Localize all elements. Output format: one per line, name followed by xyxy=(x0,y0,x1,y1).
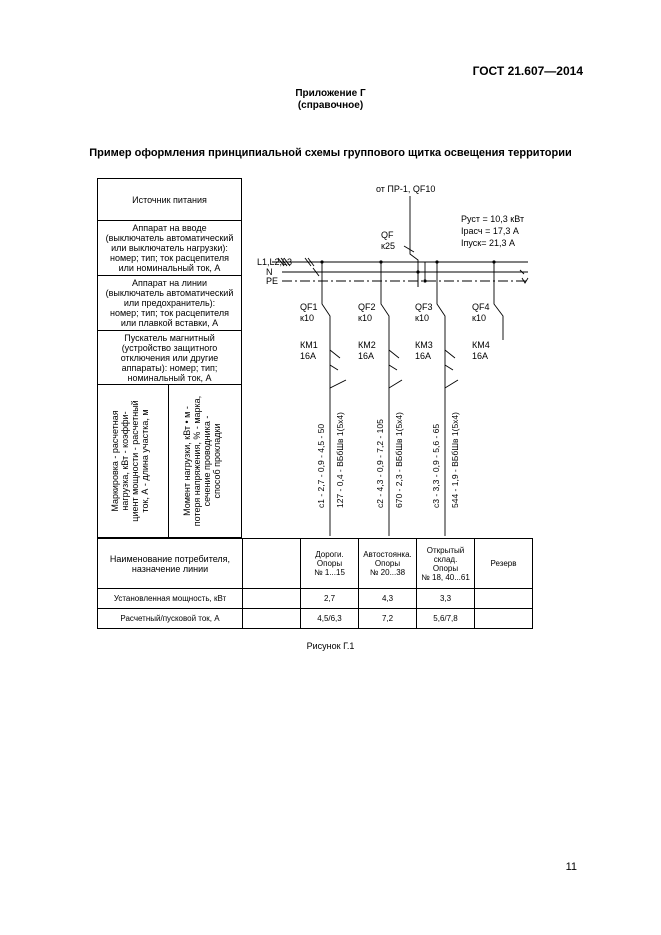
consumer-table xyxy=(97,538,533,629)
appendix-line-2: (справочное) xyxy=(297,100,364,111)
breaker-rating: к10 xyxy=(300,313,314,323)
legend-text-line: Аппарат на вводе xyxy=(132,223,207,233)
empty-cell xyxy=(243,609,301,629)
line-marking: с2 - 4,3 - 0,9 - 7,2 - 105 xyxy=(375,419,385,508)
breaker-rating: к10 xyxy=(358,313,372,323)
breaker-rating: к10 xyxy=(415,313,429,323)
legend-text-line: или предохранитель): xyxy=(123,298,216,308)
bus-node xyxy=(435,260,438,263)
legend-text-line: циент мощности - расчетный xyxy=(130,400,140,522)
bus-label-n: N xyxy=(266,267,273,277)
power-label-cell: Установленная мощность, кВт xyxy=(98,589,243,609)
bus-node xyxy=(320,260,323,263)
consumer-name-line: Опоры xyxy=(432,563,459,573)
legend-text-line: (выключатель автоматический xyxy=(105,233,234,243)
bus-label-pe: PE xyxy=(266,276,279,286)
starter-rating: 16А xyxy=(300,351,317,361)
source-label: от ПР-1, QF10 xyxy=(376,184,436,194)
current-label-cell: Расчетный/пусковой ток, А xyxy=(98,609,243,629)
starter-contact-2 xyxy=(389,350,399,370)
consumer-name-line: Резерв xyxy=(490,559,517,568)
consumer-name-cell xyxy=(417,539,475,589)
param-current: Ірасч = 17,3 А xyxy=(461,226,519,236)
starter-contact-1 xyxy=(330,350,340,370)
legend-text-line: номинальный ток, А xyxy=(127,372,212,383)
legend-text-line: отключения или другие xyxy=(120,352,219,363)
bus-node xyxy=(423,279,426,282)
empty-cell xyxy=(243,539,301,589)
consumer-name-line: Дороги. xyxy=(315,550,344,559)
line-moment: 544 - 1,9 - ВБбШв 1(5х4) xyxy=(450,412,460,508)
power-value-cell: 3,3 xyxy=(417,589,475,609)
figure-heading: Пример оформления принципиальной схемы группового щитка освещения территории xyxy=(89,147,572,159)
consumer-name-line: № 1...15 xyxy=(314,568,345,577)
bus-label-l123: L1,L2,L3 xyxy=(257,257,293,267)
consumer-name-line: Открытый xyxy=(426,545,465,555)
consumer-label-line: назначение линии xyxy=(131,563,209,574)
legend-text-line: (выключатель автоматический xyxy=(105,288,234,298)
power-value-cell: 4,3 xyxy=(359,589,417,609)
consumer-name-cell xyxy=(301,539,359,589)
breaker-name: QF4 xyxy=(472,302,490,312)
bus-node xyxy=(379,260,382,263)
legend-text-line: сечение проводника - xyxy=(202,415,212,507)
param-start-current: Іпуск= 21,3 А xyxy=(461,238,515,248)
power-value-cell: 2,7 xyxy=(301,589,359,609)
empty-cell xyxy=(243,589,301,609)
current-value-cell xyxy=(475,609,533,629)
feeder-drop-4 xyxy=(494,262,503,340)
legend-text-line: потеря напряжения, % - марка, xyxy=(192,395,202,527)
current-value-cell: 5,6/7,8 xyxy=(417,609,475,629)
consumer-name-line: Автостоянка. xyxy=(363,550,412,559)
input-device-name: QF xyxy=(381,230,394,240)
consumer-name-line: Опоры xyxy=(374,559,401,568)
legend-text-line: Аппарат на линии xyxy=(132,278,207,288)
starter-contact-3 xyxy=(445,350,455,370)
consumer-name-line: № 20...38 xyxy=(369,568,406,577)
legend-text-line: (устройство защитного xyxy=(121,342,218,353)
figure-caption: Рисунок Г.1 xyxy=(306,641,355,651)
current-value-cell: 7,2 xyxy=(359,609,417,629)
power-value-cell xyxy=(475,589,533,609)
breaker-name: QF1 xyxy=(300,302,318,312)
standard-code: ГОСТ 21.607—2014 xyxy=(472,64,583,78)
table-row xyxy=(98,539,533,589)
legend-text-line: ток, А - длина участка, м xyxy=(140,409,150,513)
starter-name: КМ1 xyxy=(300,340,318,350)
legend-text-line: или выключатель нагрузки): xyxy=(111,243,228,253)
consumer-name-line: № 18, 40...61 xyxy=(421,572,470,582)
current-value-cell: 4,5/6,3 xyxy=(301,609,359,629)
consumer-label-line: Наименование потребителя, xyxy=(109,553,231,564)
breaker-name: QF3 xyxy=(415,302,433,312)
appendix-line-1: Приложение Г xyxy=(295,88,366,99)
legend-text-line: или плавкой вставки, А xyxy=(120,318,219,328)
table-row xyxy=(98,609,533,629)
starter-name: КМ4 xyxy=(472,340,490,350)
starter-name: КМ2 xyxy=(358,340,376,350)
page-number: 11 xyxy=(565,861,577,873)
line-moment: 127 - 0,4 - ВБбШв 1(5х4) xyxy=(335,412,345,508)
input-device-rating: к25 xyxy=(381,241,395,251)
bus-node xyxy=(416,270,419,273)
legend-text-line: Момент нагрузки, кВт • м - xyxy=(182,406,192,516)
legend-text-line: Маркировка - расчетная xyxy=(110,410,120,512)
line-marking: с3 - 3,3 - 0,9 - 5,6 - 65 xyxy=(431,423,441,508)
line-marking: с1 - 2,7 - 0,9 - 4,5 - 50 xyxy=(316,423,326,508)
legend-text-line: номер; тип; ток расцепителя xyxy=(109,308,229,318)
consumer-name-line: склад. xyxy=(433,554,458,564)
table-row xyxy=(98,589,533,609)
line-moment: 670 - 2,3 - ВБбШв 1(5х4) xyxy=(394,412,404,508)
consumer-name-line: Опоры xyxy=(316,559,343,568)
legend-text-line: способ прокладки xyxy=(212,423,222,499)
starter-rating: 16А xyxy=(415,351,432,361)
consumer-name-cell xyxy=(359,539,417,589)
legend-text-line: или номинальный ток, А xyxy=(118,263,221,273)
legend-text-line: нагрузка, кВт - коэффи- xyxy=(120,411,130,511)
legend-text-line: Пускатель магнитный xyxy=(124,332,215,343)
breaker-name: QF2 xyxy=(358,302,376,312)
consumer-label-cell xyxy=(98,539,243,589)
input-switch-symbol xyxy=(404,246,414,252)
starter-rating: 16А xyxy=(358,351,375,361)
legend-power-source-text: Источник питания xyxy=(132,194,207,205)
starter-rating: 16А xyxy=(472,351,489,361)
consumer-name-cell xyxy=(475,539,533,589)
legend-text-line: номер; тип; ток расцепителя xyxy=(109,253,229,263)
bus-node xyxy=(492,260,495,263)
param-power: Руст = 10,3 кВт xyxy=(461,214,525,224)
legend-text-line: аппараты): номер; тип; xyxy=(121,362,218,373)
breaker-rating: к10 xyxy=(472,313,486,323)
starter-name: КМ3 xyxy=(415,340,433,350)
supply-wire xyxy=(410,196,418,287)
